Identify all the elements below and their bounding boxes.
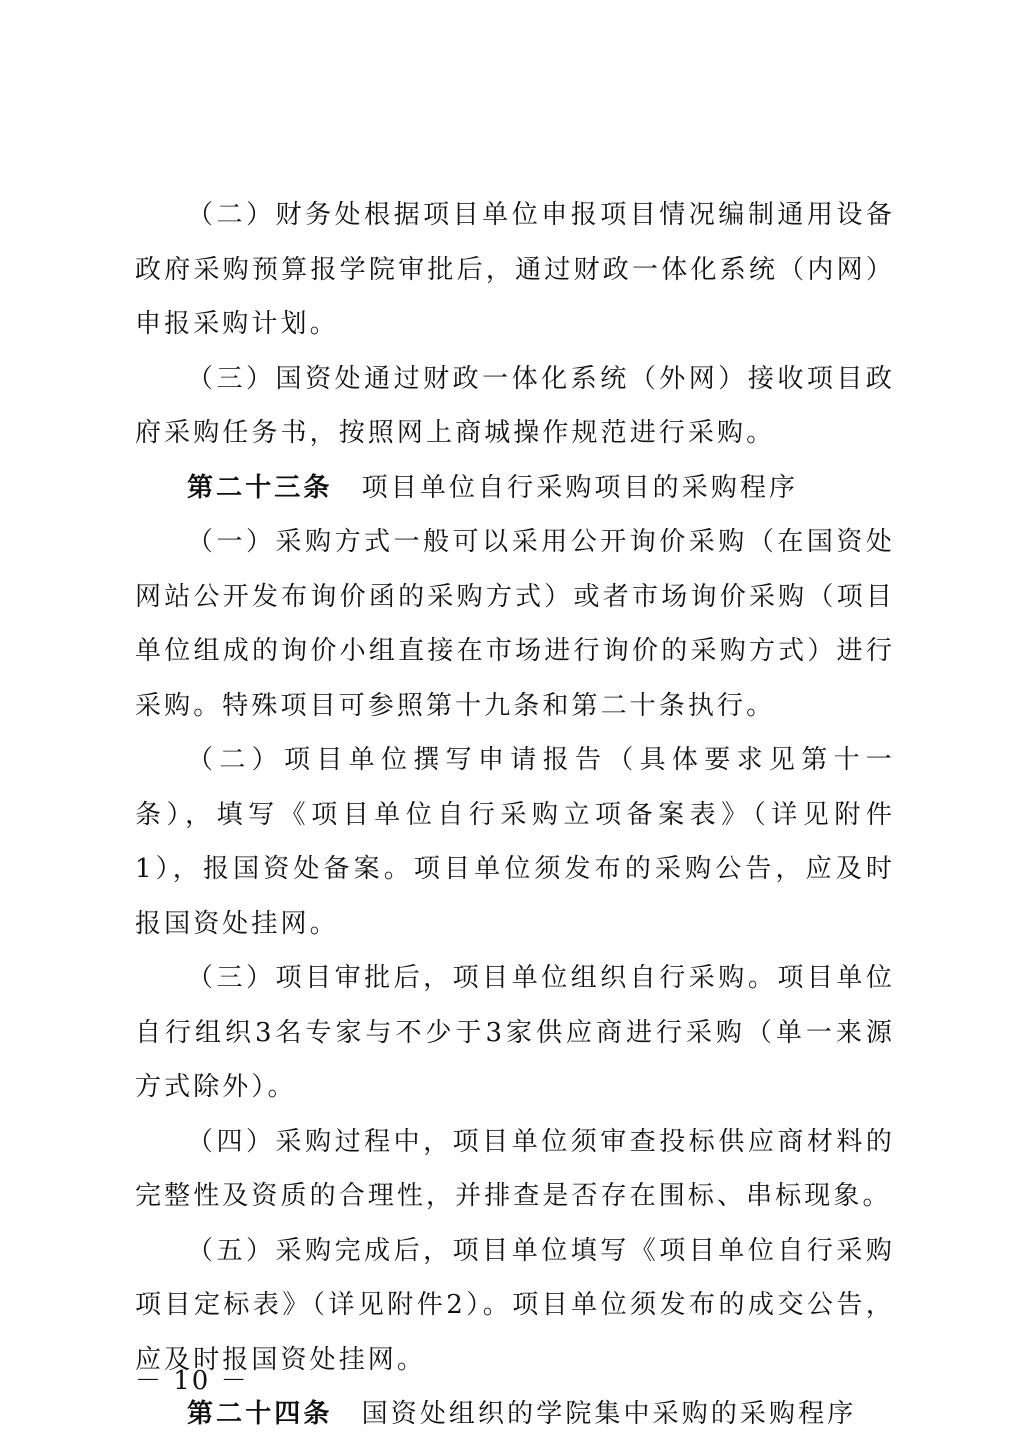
document-body (135, 188, 895, 1442)
paragraph: （三）国资处通过财政一体化系统（外网）接收项目政府采购任务书，按照网上商城操作规范进行采购。 (135, 363, 895, 448)
article-heading (135, 461, 895, 516)
paragraph: （四）采购过程中，项目单位须审查投标供应商材料的完整性及资质的合理性，并排查是否存在围标、串标现象。 (135, 1126, 895, 1211)
paragraph: （五）采购完成后，项目单位填写《项目单位自行采购项目定标表》（详见附件2）。项目单位须发布的成交公告，应及时报国资处挂网。 (135, 1235, 895, 1375)
article-label: 第二十四条 (187, 1399, 333, 1429)
article-title: 国资处组织的学院集中采购的采购程序 (361, 1399, 857, 1429)
article-heading (135, 1387, 895, 1442)
paragraph: （二）项目单位撰写申请报告（具体要求见第十一条），填写《项目单位自行采购立项备案表》（详见附件1），报国资处备案。项目单位须发布的采购公告，应及时报国资处挂网。 (135, 745, 895, 939)
article-title: 项目单位自行采购项目的采购程序 (361, 472, 799, 503)
paragraph: （二）财务处根据项目单位申报项目情况编制通用设备政府采购预算报学院审批后，通过财政一体化系统（内网）申报采购计划。 (135, 200, 895, 339)
paragraph: （一）采购方式一般可以采用公开询价采购（在国资处网站公开发布询价函的采购方式）或者市场询价采购（项目单位组成的询价小组直接在市场进行询价的采购方式）进行采购。特殊项目可参照第十九条和第二十条执行。 (135, 527, 895, 721)
article-label: 第二十三条 (187, 472, 333, 503)
paragraph: （三）项目审批后，项目单位组织自行采购。项目单位自行组织3名专家与不少于3家供应商进行采购（单一来源方式除外）。 (135, 963, 895, 1102)
page-number: － 10 － (135, 1366, 249, 1396)
